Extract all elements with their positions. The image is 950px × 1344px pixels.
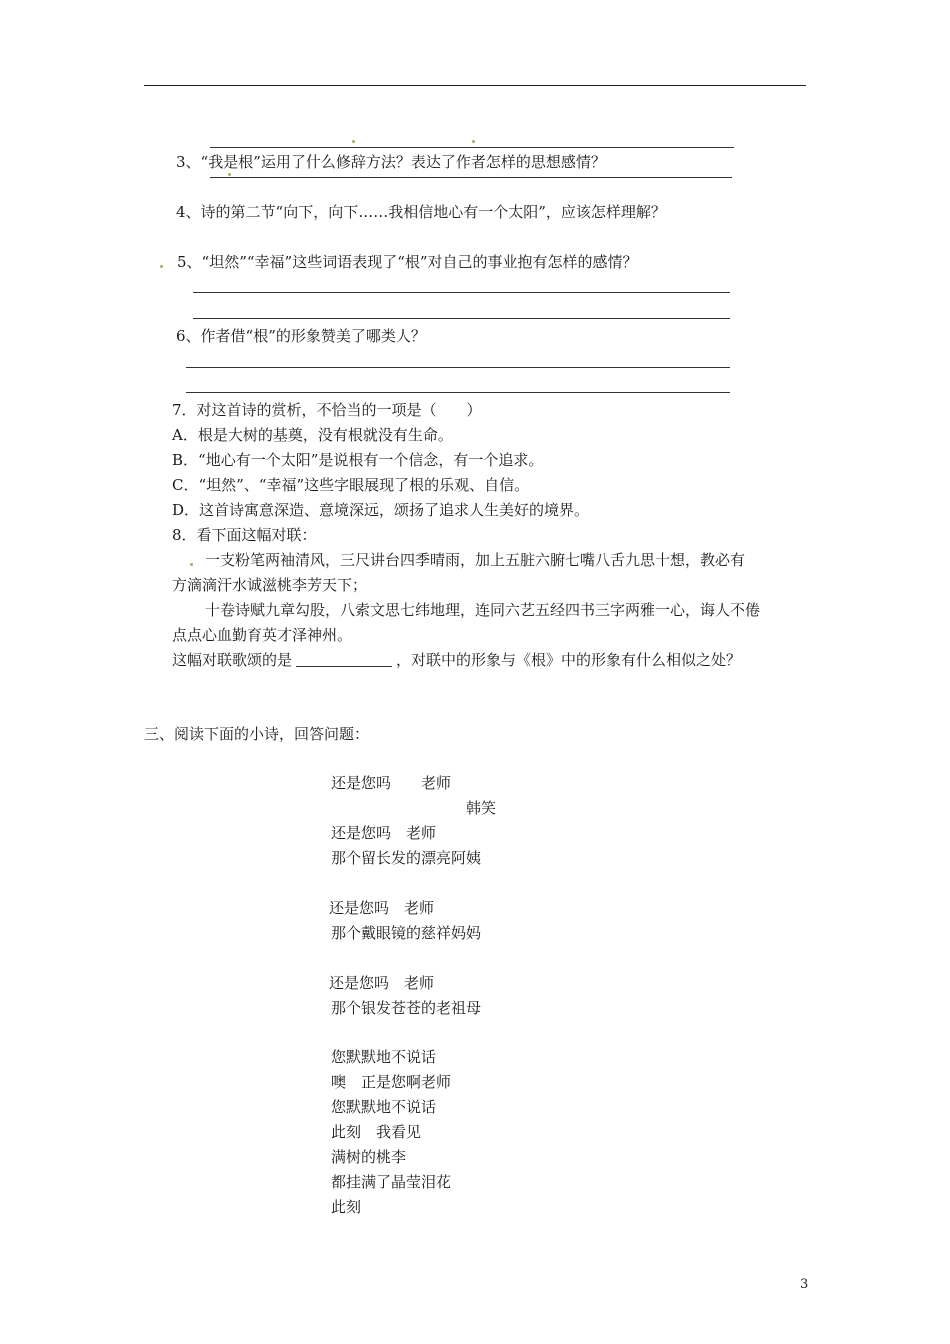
poem-line: 噢 正是您啊老师 [331, 1073, 452, 1091]
question-5: 5、“坦然”“幸福”这些词语表现了“根”对自己的事业抱有怎样的感情？ [177, 253, 638, 271]
poem-line: 还是您吗 老师 [331, 824, 437, 842]
poem-line: 此刻 我看见 [331, 1123, 422, 1141]
prompt-post: ，对联中的形象与《根》中的形象有什么相似之处？ [396, 651, 742, 669]
header-rule [144, 85, 806, 86]
poem-line: 还是您吗 老师 [329, 974, 435, 992]
poem-line: 都挂满了晶莹泪花 [331, 1173, 452, 1191]
poem-line: 满树的桃李 [331, 1148, 407, 1166]
question-6: 6、作者借“根”的形象赞美了哪类人？ [176, 327, 426, 345]
page-number: 3 [800, 1277, 809, 1292]
couplet-1-line-1: 一支粉笔两袖清风，三尺讲台四季晴雨，加上五脏六腑七嘴八舌九思十想，教必有 [205, 551, 746, 569]
poem-line: 此刻 [331, 1198, 362, 1216]
speck [190, 563, 193, 566]
speck [352, 140, 355, 143]
question-3: 3、“我是根”运用了什么修辞方法？表达了作者怎样的思想感情？ [176, 153, 606, 171]
poem-title: 还是您吗 老师 [331, 774, 452, 792]
question-8-prompt [172, 650, 741, 670]
poem-author: 韩笑 [466, 799, 497, 817]
answer-line [193, 318, 730, 319]
answer-line [186, 367, 730, 368]
fill-blank[interactable] [296, 652, 392, 667]
poem-line: 那个戴眼镜的慈祥妈妈 [331, 924, 482, 942]
answer-line [210, 147, 732, 148]
option-d: D．这首诗寓意深造、意境深远，颂扬了追求人生美好的境界。 [172, 501, 590, 519]
question-7-stem: 7．对这首诗的赏析，不恰当的一项是（ ） [172, 401, 482, 419]
speck [228, 173, 231, 176]
option-a: A．根是大树的基奠，没有根就没有生命。 [172, 426, 453, 444]
answer-line [193, 292, 730, 293]
question-8-stem: 8．看下面这幅对联： [172, 526, 317, 544]
couplet-1-line-2: 方滴滴汗水诚滋桃李芳天下； [172, 576, 368, 594]
answer-line [210, 177, 732, 178]
poem-line: 还是您吗 老师 [329, 899, 435, 917]
section-heading-3: 三、阅读下面的小诗，回答问题： [144, 725, 370, 743]
poem-line: 那个留长发的漂亮阿姨 [331, 849, 482, 867]
couplet-2-line-2: 点点心血勤育英才泽神州。 [172, 626, 353, 644]
prompt-pre: 这幅对联歌颂的是 [172, 651, 293, 669]
poem-line: 那个银发苍苍的老祖母 [331, 999, 482, 1017]
answer-line [718, 147, 734, 148]
speck [160, 265, 163, 268]
poem-line: 您默默地不说话 [331, 1098, 437, 1116]
poem-line: 您默默地不说话 [331, 1048, 437, 1066]
option-c: C．“坦然”、“幸福”这些字眼展现了根的乐观、自信。 [172, 476, 530, 494]
question-4: 4、诗的第二节“向下，向下……我相信地心有一个太阳”，应该怎样理解？ [176, 203, 666, 221]
option-b: B．“地心有一个太阳”是说根有一个信念，有一个追求。 [172, 451, 544, 469]
answer-line [186, 392, 730, 393]
speck [472, 140, 475, 143]
couplet-2-line-1: 十卷诗赋九章勾股，八索文思七纬地理，连同六艺五经四书三字两雅一心，诲人不倦 [205, 601, 761, 619]
